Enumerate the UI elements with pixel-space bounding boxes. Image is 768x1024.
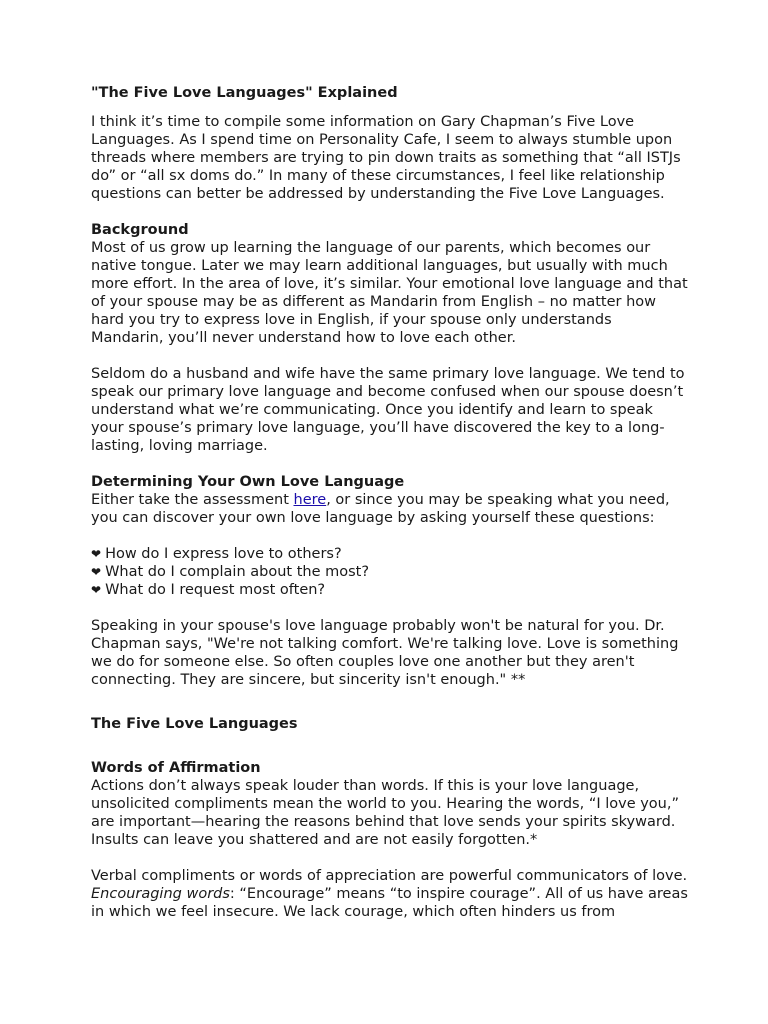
questions-list [91,545,688,599]
words-p2-rest: : “Encourage” means “to inspire courage”. All of us have areas in which we feel insecure. We lack courage, which often hinders us from [91,886,688,920]
words-paragraph-2 [91,867,688,921]
list-item [91,581,688,599]
words-p2-start: Verbal compliments or words of appreciation are powerful communicators of love. [91,868,688,884]
list-item [91,545,688,563]
heart-icon: ❤ [91,583,102,597]
determining-paragraph [91,491,688,527]
words-of-affirmation-heading: Words of Affirmation [91,760,261,776]
intro-paragraph: I think it’s time to compile some information on Gary Chapman’s Five Love Languages. As I spend time on Personality Cafe, I seem to always stumble upon threads where members are trying to pin down traits as something that “all ISTJs do” or “all sx doms do.” In many of these circumstances, I feel like relationship questions can better be addressed by understanding the Five Love Languages. [91,114,681,202]
spacer [91,707,688,715]
assessment-link[interactable]: here [293,492,327,508]
determining-heading: Determining Your Own Love Language [91,474,405,490]
heart-icon: ❤ [91,547,102,561]
spacer [91,733,688,759]
determining-text-after-link: , or since you may be speaking what you need, you can discover your own love language by asking yourself these questions: [91,492,670,526]
background-paragraph-1: Most of us grow up learning the language of our parents, which becomes our native tongue. Later we may learn additional languages, but usually with much more effort. In the area of love, it’s similar. Your emotional love language and that of your spouse may be as different as Mandarin from English – no matter how hard you try to express love in English, if your spouse only understands Mandarin, you’ll never understand how to love each other. [91,240,688,346]
words-paragraph-1: Actions don’t always speak louder than words. If this is your love language, unsolicited compliments mean the world to you. Hearing the words, “I love you,” are important—hearing the reasons behind that love sends your spirits skyward. Insults can leave you shattered and are not easily forgotten.* [91,778,679,848]
heart-icon: ❤ [91,565,102,579]
encouraging-words-term: Encouraging words [91,886,230,902]
five-love-languages-heading: The Five Love Languages [91,716,298,732]
determining-text-before-link: Either take the assessment [91,492,294,508]
background-heading: Background [91,222,189,238]
question-text: What do I complain about the most? [105,564,370,580]
list-item [91,563,688,581]
document-title: "The Five Love Languages" Explained [91,85,398,101]
question-text: How do I express love to others? [105,546,342,562]
background-paragraph-2: Seldom do a husband and wife have the same primary love language. We tend to speak our primary love language and become confused when our spouse doesn’t understand what we’re communicating. Once you identify and learn to speak your spouse’s primary love language, you’ll have discovered the key to a long-lasting, loving marriage. [91,366,685,454]
question-text: What do I request most often? [105,582,326,598]
chapman-quote-paragraph: Speaking in your spouse's love language probably won't be natural for you. Dr. Chapman says, "We're not talking comfort. We're talking love. Love is something we do for someone else. So often couples love one another but they aren't connecting. They are sincere, but sincerity isn't enough." ** [91,618,679,688]
